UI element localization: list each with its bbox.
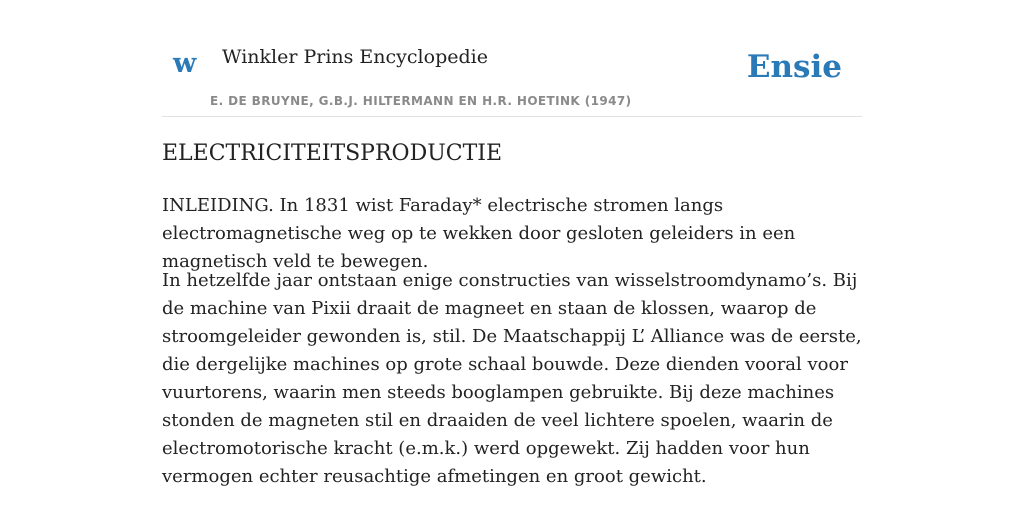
article-title: ELECTRICITEITSPRODUCTIE [162,141,503,166]
article-paragraph: In hetzelfde jaar ontstaan enige constructies van wisselstroomdynamo’s. Bij de machine van Pixii draait de magneet en staan de klossen, waarop de stroomgeleider gewonden is, stil. De Maatschappij L’ Alliance was de eerste, die dergelijke machines op grote schaal bouwde. Deze dienden vooral voor vuurtorens, waarin men steeds booglampen gebruikte. Bij deze machines stonden de magneten stil en draaiden de veel lichtere spoelen, waarin de electromotorische kracht (e.m.k.) werd opgewekt. Zij hadden voor hun vermogen echter reusachtige afmetingen en groot gewicht. [162,270,862,487]
article-paragraph: INLEIDING. In 1831 wist Faraday* electrische stromen langs electromagnetische weg op te wekken door gesloten geleiders in een magnetisch veld te bewegen. [162,195,796,272]
article-page [162,0,862,487]
encyclopedia-header [162,0,862,117]
ensie-logo[interactable]: Ensie [746,49,842,85]
encyclopedia-title[interactable]: Winkler Prins Encyclopedie [222,46,488,68]
encyclopedia-authors: E. DE BRUYNE, G.B.J. HILTERMANN EN H.R. HOETINK (1947) [210,94,632,108]
winkler-prins-logo[interactable]: w [173,48,197,79]
